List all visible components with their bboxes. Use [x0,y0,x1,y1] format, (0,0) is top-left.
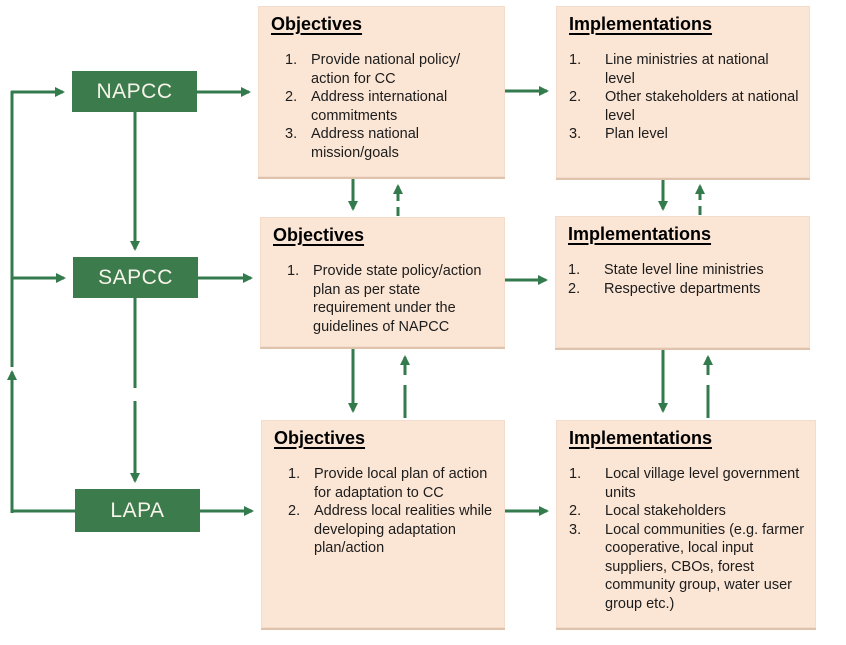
list-item [285,88,496,125]
item-number: 3. [285,126,298,142]
item-text: State level line ministries [604,262,764,278]
item-number: 1. [288,466,301,482]
panel-napcc-objectives [258,6,505,177]
panel-title: Implementations [569,14,713,34]
item-text: Provide national policy/ action for CC [311,52,461,87]
item-text: Respective departments [604,280,761,297]
list-item [569,51,801,88]
panel-title: Implementations [569,428,713,448]
panel-title: Objectives [274,428,366,448]
item-text: Plan level [605,126,668,142]
item-number: 1. [569,52,582,68]
list-item [569,521,807,614]
node-napcc-label: NAPCC [96,79,173,103]
item-number: 1. [287,263,300,279]
node-sapcc [73,257,198,298]
numbered-list [285,51,496,162]
numbered-list [288,465,496,558]
item-text: Address local realities while developing adaptation plan/action [314,503,493,556]
item-number: 2. [569,89,582,105]
item-number: 2. [288,503,301,519]
item-number: 1. [285,52,298,68]
list-item [285,51,496,88]
numbered-list [287,262,496,336]
item-text: Local stakeholders [605,503,726,519]
item-text: Address national mission/goals [311,126,420,161]
item-number: 2. [285,89,298,105]
item-number: 3. [569,126,582,142]
numbered-list [568,261,801,298]
panel-sapcc-objectives [260,217,505,347]
numbered-list [569,51,801,144]
list-item [568,261,801,280]
list-item [569,125,801,144]
panel-lapa-implementations [556,420,816,628]
list-item [288,465,496,502]
item-text: Provide local plan of action for adaptation to CC [314,466,488,501]
list-item [287,262,496,336]
item-number: 2. [568,280,581,297]
node-napcc [72,71,197,112]
node-lapa [75,489,200,532]
panel-sapcc-implementations [555,216,810,348]
item-text: Provide state policy/action plan as per state requirement under the guidelines of NAPCC [313,263,482,335]
numbered-list [569,465,807,613]
list-item [285,125,496,162]
item-number: 2. [569,503,582,519]
list-item [568,280,801,299]
panel-napcc-implementations [556,6,810,178]
item-text: Local village level government units [605,466,800,501]
list-item [288,502,496,558]
node-sapcc-label: SAPCC [98,265,173,289]
item-text: Local communities (e.g. farmer cooperative, local input suppliers, CBOs, forest community group, water user group etc.) [605,521,805,612]
item-number: 1. [569,466,582,482]
item-text: Other stakeholders at national level [605,89,799,124]
panel-title: Objectives [273,225,365,245]
node-lapa-label: LAPA [110,498,165,522]
list-item [569,465,807,502]
panel-title: Implementations [568,224,712,244]
list-item [569,88,801,125]
list-item [569,502,807,521]
item-number: 1. [568,262,581,278]
item-number: 3. [569,521,582,538]
item-text: Address international commitments [311,89,448,124]
panel-title: Objectives [271,14,363,34]
panel-lapa-objectives [261,420,505,628]
item-text: Line ministries at national level [605,52,769,87]
